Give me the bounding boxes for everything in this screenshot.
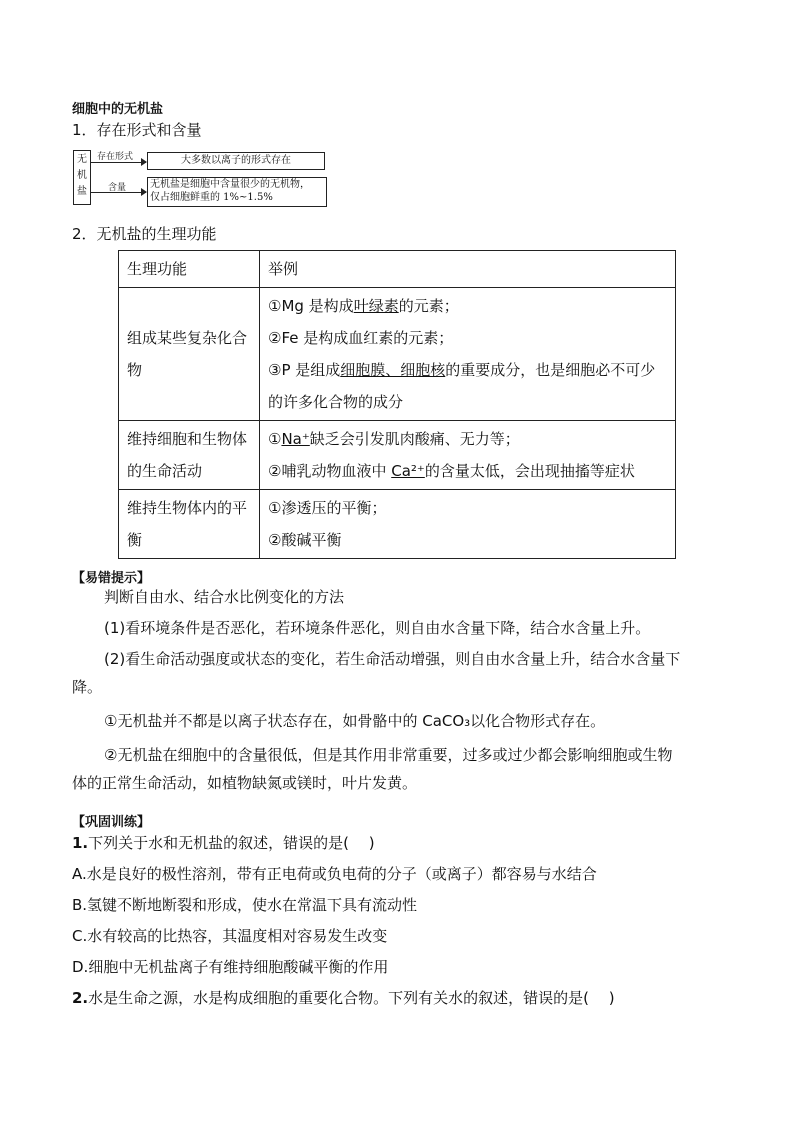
row3-function: 维持生物体内的平衡 (119, 490, 260, 559)
tips-line: ①无机盐并不都是以离子状态存在，如骨骼中的 CaCO₃以化合物形式存在。 (104, 712, 606, 730)
tips-line: (2)看生命活动强度或状态的变化，若生命活动增强，则自由水含量上升，结合水含量下 (104, 650, 681, 668)
ex-text: ③P 是组成 (268, 361, 341, 379)
row3-examples (260, 490, 676, 559)
practice-body (72, 832, 732, 1009)
diagram-branch2-label: 含量 (108, 183, 127, 193)
q1-option-b: B.氢键不断地断裂和形成，使水在常温下具有流动性 (72, 896, 418, 914)
diagram-branch2-line2: 仅占细胞鲜重的 1%~1.5% (150, 192, 273, 203)
tips-line: 判断自由水、结合水比例变化的方法 (104, 588, 345, 606)
table-row (119, 421, 676, 490)
ex-text: ①渗透压的平衡； (268, 499, 387, 517)
question-1 (72, 832, 732, 854)
ex-text: ②酸碱平衡 (268, 531, 342, 549)
diagram-branch2-box (147, 177, 327, 207)
header-example: 举例 (260, 251, 676, 288)
row1-examples (260, 288, 676, 421)
diagram-branch1-box (147, 152, 325, 170)
ex-underlined: 细胞膜、细胞核 (340, 361, 446, 379)
q1-option-d: D.细胞中无机盐离子有维持细胞酸碱平衡的作用 (72, 958, 389, 976)
ex-text: ①Mg 是构成 (268, 297, 354, 315)
practice-title: 【巩固训练】 (72, 815, 151, 830)
question-number: 1. (72, 834, 89, 852)
q1-option-c: C.水有较高的比热容，其温度相对容易发生改变 (72, 927, 388, 945)
question-2 (72, 987, 732, 1009)
row1-function: 组成某些复杂化合物 (119, 288, 260, 421)
question-number: 2. (72, 989, 89, 1007)
ex-text: ②哺乳动物血液中 (268, 462, 392, 480)
ex-text: ②Fe 是构成血红素的元素； (268, 329, 454, 347)
diagram-branch1-text: 大多数以离子的形式存在 (181, 155, 291, 166)
tips-line: ②无机盐在细胞中的含量很低，但是其作用非常重要，过多或过少都会影响细胞或生物 (104, 746, 673, 764)
ex-text: 的重要成分，也是细胞必不可少的许多化合物的成分 (268, 361, 656, 411)
ex-text: 的含量太低，会出现抽搐等症状 (424, 462, 635, 480)
heading-existence-form: 1．存在形式和含量 (72, 121, 202, 139)
row2-function: 维持细胞和生物体的生命活动 (119, 421, 260, 490)
tips-line: (1)看环境条件是否恶化，若环境条件恶化，则自由水含量下降，结合水含量上升。 (104, 619, 651, 637)
q1-option-a: A.水是良好的极性溶剂，带有正电荷或负电荷的分子（或离子）都容易与水结合 (72, 865, 597, 883)
diagram-root-box (73, 150, 91, 205)
tips-title: 【易错提示】 (72, 571, 151, 586)
diagram-root-label: 无机盐 (77, 154, 87, 197)
tips-line: 降。 (72, 678, 103, 696)
ex-underlined: Na⁺ (281, 430, 310, 448)
ex-text: ① (268, 430, 282, 448)
header-function: 生理功能 (119, 251, 260, 288)
tips-line: 体的正常生命活动，如植物缺氮或镁时，叶片发黄。 (72, 774, 418, 792)
diagram-arrow-1 (90, 162, 146, 163)
diagram-branch1-label: 存在形式 (97, 152, 134, 162)
table-row (119, 490, 676, 559)
functions-table (118, 250, 676, 559)
tips-body (72, 586, 732, 794)
diagram-branch2-line1: 无机盐是细胞中含量很少的无机物， (150, 179, 310, 190)
table-row (119, 288, 676, 421)
question-stem: 下列关于水和无机盐的叙述，错误的是( ) (88, 834, 375, 852)
row2-examples (260, 421, 676, 490)
ex-text: 的元素； (398, 297, 459, 315)
heading-functions: 2．无机盐的生理功能 (72, 225, 217, 243)
ex-underlined: 叶绿素 (353, 297, 399, 315)
question-stem: 水是生命之源，水是构成细胞的重要化合物。下列有关水的叙述，错误的是( ) (88, 989, 615, 1007)
ex-text: 缺乏会引发肌肉酸痛、无力等； (309, 430, 520, 448)
table-header-row (119, 251, 676, 288)
ex-underlined: Ca²⁺ (391, 462, 425, 480)
section-title: 细胞中的无机盐 (72, 102, 164, 117)
